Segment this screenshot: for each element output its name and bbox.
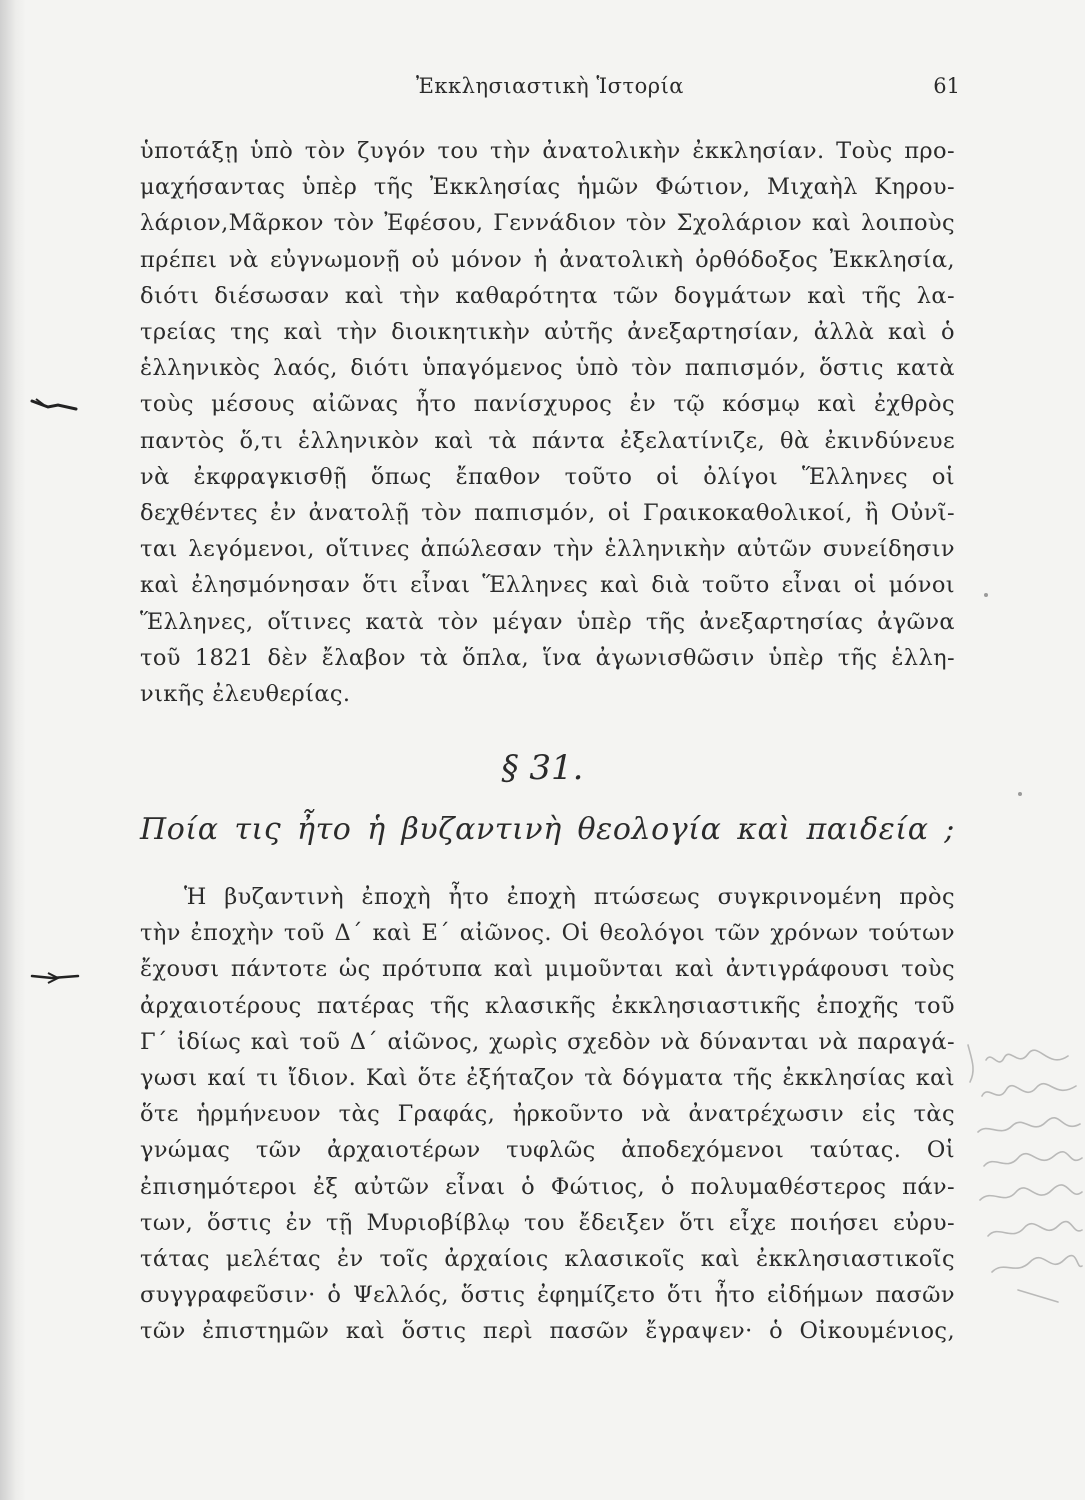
text-line: διότι διέσωσαν καὶ τὴν καθαρότητα τῶν δογμάτων καὶ τῆς λα-: [140, 282, 955, 309]
text-line: ἔχουσι πάντοτε ὡς πρότυπα καὶ μιμοῦνται καὶ ἀντιγράφουσι τοὺς: [140, 956, 955, 983]
text-line: καὶ ἐλησμόνησαν ὅτι εἶναι Ἕλληνες καὶ διὰ τοῦτο εἶναι οἱ μόνοι: [140, 572, 955, 599]
text-line: ται λεγόμενοι, οἵτινες ἀπώλεσαν τὴν ἑλληνικὴν αὐτῶν συνείδησιν: [140, 536, 955, 563]
text-line: Ἕλληνες, οἵτινες κατὰ τὸν μέγαν ὑπὲρ τῆς ἀνεξαρτησίας ἀγῶνα: [140, 608, 955, 635]
page-number: 61: [933, 74, 960, 98]
running-header: [140, 74, 960, 104]
text-line: Ἡ βυζαντινὴ ἐποχὴ ἦτο ἐποχὴ πτώσεως συγκρινομένη πρὸς: [184, 884, 955, 910]
section-number: § 31.: [501, 748, 584, 788]
paragraph-1: [140, 133, 955, 712]
text-line: τοῦ 1821 δὲν ἔλαβον τὰ ὅπλα, ἵνα ἀγωνισθῶσιν ὑπὲρ τῆς ἑλλη-: [140, 644, 955, 671]
text-line: γνώμας τῶν ἀρχαιοτέρων τυφλῶς ἀποδεχόμενοι ταύτας. Οἱ: [140, 1137, 955, 1164]
text-line: πρέπει νὰ εὐγνωμονῇ οὐ μόνον ἡ ἀνατολικὴ ὀρθόδοξος Ἐκκλησία,: [140, 246, 955, 273]
text-line: νὰ ἐκφραγκισθῇ ὅπως ἔπαθον τοῦτο οἱ ὀλίγοι Ἕλληνες οἱ: [140, 463, 955, 490]
text-line: δεχθέντες ἐν ἀνατολῇ τὸν παπισμόν, οἱ Γραικοκαθολικοί, ἢ Οὐνῖ-: [140, 500, 955, 527]
text-line: ἀρχαιοτέρους πατέρας τῆς κλασικῆς ἐκκλησιαστικῆς ἐποχῆς τοῦ: [140, 992, 955, 1019]
text-line: νικῆς ἐλευθερίας.: [140, 681, 351, 708]
text-line: τοὺς μέσους αἰῶνας ἦτο πανίσχυρος ἐν τῷ κόσμῳ καὶ ἐχθρὸς: [140, 391, 955, 418]
text-line: παντὸς ὅ,τι ἑλληνικὸν καὶ τὰ πάντα ἐξελατίνιζε, θὰ ἐκινδύνευε: [140, 427, 955, 454]
text-line: ἑλληνικὸς λαός, διότι ὑπαγόμενος ὑπὸ τὸν παπισμόν, ὅστις κατὰ: [140, 355, 955, 382]
paper-speck: [1018, 792, 1022, 796]
text-line: τάτας μελέτας ἐν τοῖς ἀρχαίοις κλασικοῖς καὶ ἐκκλησιαστικοῖς: [140, 1246, 955, 1273]
text-line: τρείας της καὶ τὴν διοικητικὴν αὐτῆς ἀνεξαρτησίαν, ἀλλὰ καὶ ὁ: [140, 319, 955, 346]
handwritten-note-icon: [958, 1040, 1083, 1310]
paragraph-2: [140, 879, 955, 1350]
arrow-mark-icon: [28, 968, 88, 988]
arrow-mark-icon: [28, 395, 88, 415]
text-line: Γ΄ ἰδίως καὶ τοῦ Δ΄ αἰῶνος, χωρὶς σχεδὸν νὰ δύνανται νὰ παραγά-: [140, 1028, 955, 1055]
text-line: των, ὅστις ἐν τῇ Μυριοβίβλῳ του ἔδειξεν ὅτι εἶχε ποιήσει εὐρυ-: [140, 1209, 955, 1236]
text-line: ὑποτάξῃ ὑπὸ τὸν ζυγόν του τὴν ἀνατολικὴν ἐκκλησίαν. Τοὺς προ-: [140, 138, 955, 164]
text-line: ἐπισημότεροι ἐξ αὐτῶν εἶναι ὁ Φώτιος, ὁ πολυμαθέστερος πάν-: [140, 1173, 955, 1200]
text-line: τὴν ἐποχὴν τοῦ Δ΄ καὶ Ε΄ αἰῶνος. Οἱ θεολόγοι τῶν χρόνων τούτων: [140, 920, 955, 947]
text-line: γωσι καί τι ἴδιον. Καὶ ὅτε ἐξήταζον τὰ δόγματα τῆς ἐκκλησίας καὶ: [140, 1065, 955, 1092]
text-line: συγγραφεῦσιν· ὁ Ψελλός, ὅστις ἐφημίζετο ὅτι ἦτο εἰδήμων πασῶν: [140, 1282, 955, 1309]
running-title: Ἐκκλησιαστικὴ Ἱστορία: [416, 74, 684, 98]
section-heading: Ποία τις ἦτο ἡ βυζαντινὴ θεολογία καὶ παιδεία ;: [140, 812, 955, 847]
text-line: λάριον,Μᾶρκον τὸν Ἐφέσου, Γεννάδιον τὸν Σχολάριον καὶ λοιποὺς: [140, 210, 955, 237]
text-line: ὅτε ἡρμήνευον τὰς Γραφάς, ἠρκοῦντο νὰ ἀνατρέχωσιν εἰς τὰς: [140, 1101, 955, 1128]
text-line: τῶν ἐπιστημῶν καὶ ὅστις περὶ πασῶν ἔγραψεν· ὁ Οἰκουμένιος,: [140, 1318, 955, 1345]
paper-speck: [984, 593, 988, 597]
text-line: μαχήσαντας ὑπὲρ τῆς Ἐκκλησίας ἡμῶν Φώτιον, Μιχαὴλ Κηρου-: [140, 174, 955, 201]
